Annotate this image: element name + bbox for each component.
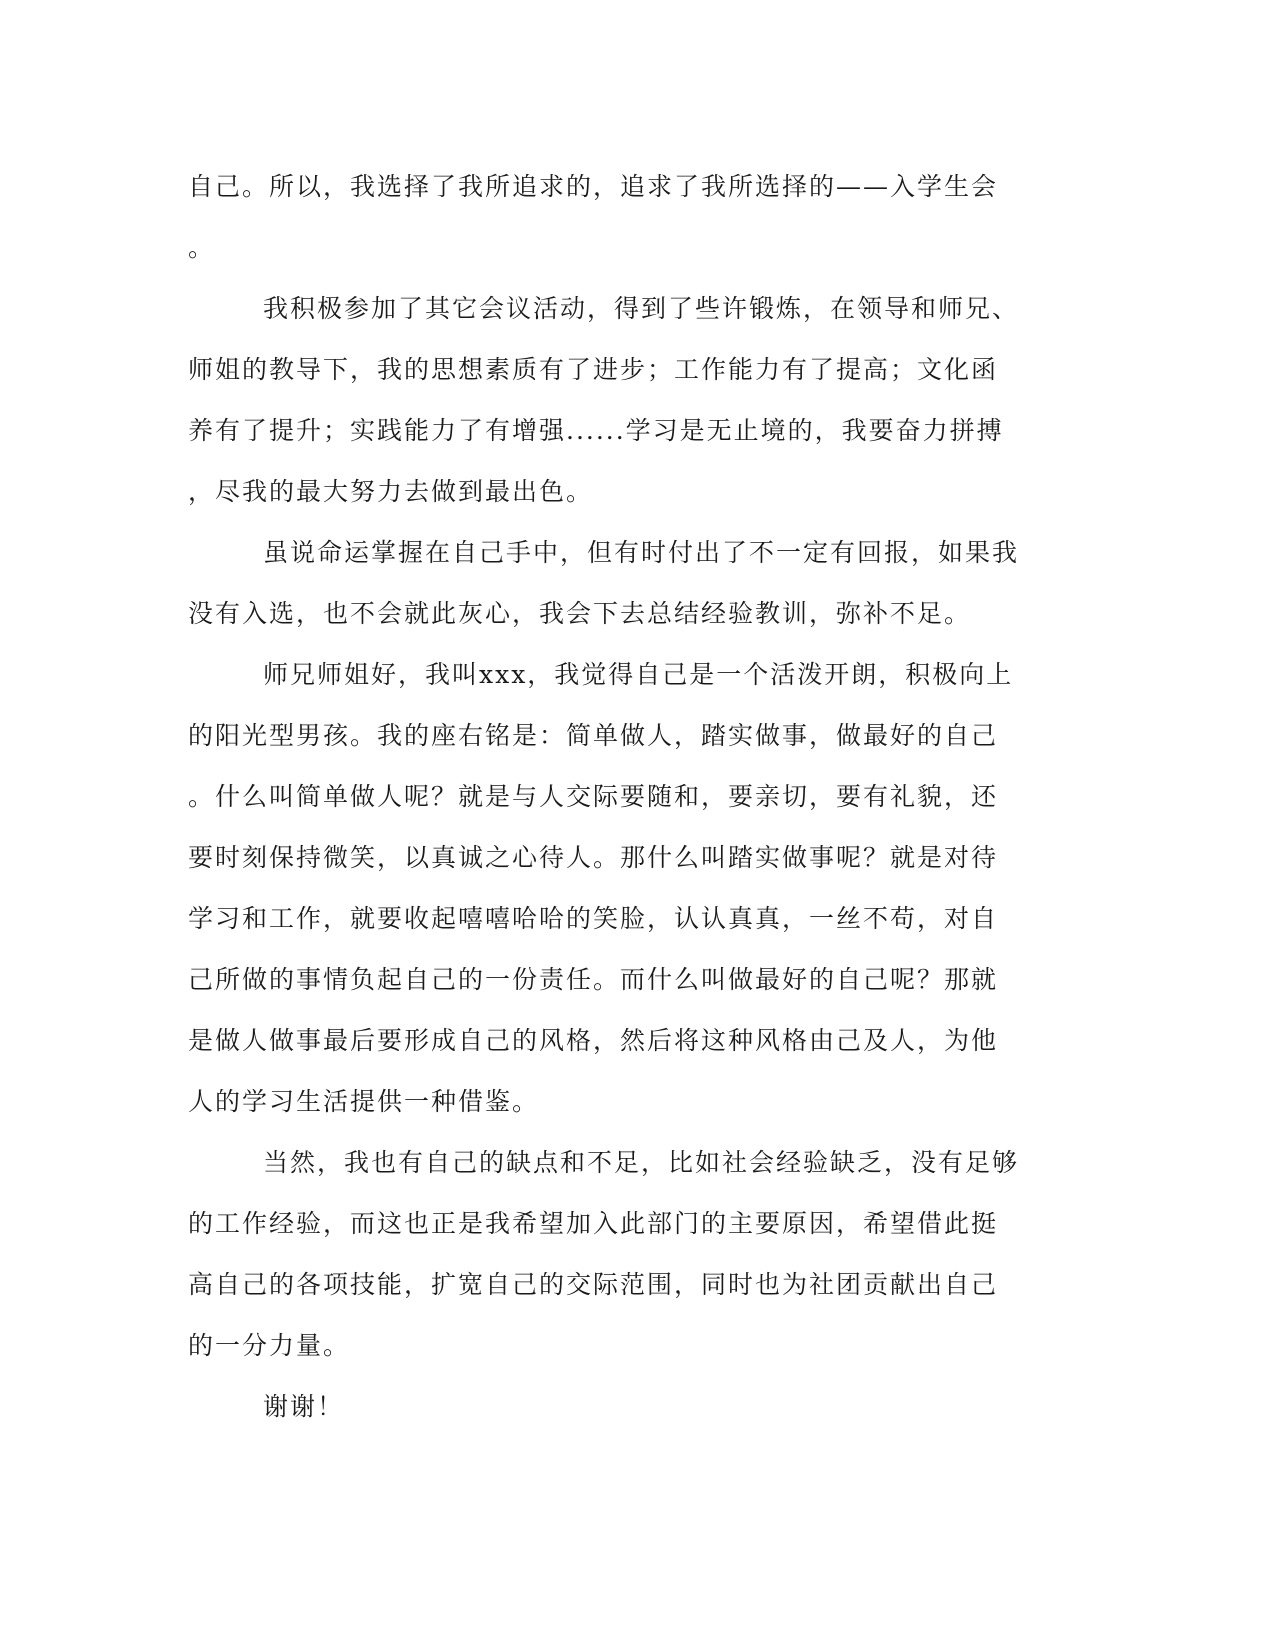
text-line: 学习和工作，就要收起嘻嘻哈哈的笑脸，认认真真，一丝不苟，对自: [188, 904, 999, 933]
text-line: 养有了提升；实践能力了有增强......学习是无止境的，我要奋力拼搏: [188, 416, 1004, 445]
text-line: 没有入选，也不会就此灰心，我会下去总结经验教训，弥补不足。: [188, 599, 972, 628]
closing-line: 谢谢！: [263, 1392, 345, 1421]
text-line: 的一分力量。: [188, 1331, 351, 1360]
text-line: 人的学习生活提供一种借鉴。: [188, 1087, 540, 1116]
text-line: 己所做的事情负起自己的一份责任。而什么叫做最好的自己呢？那就: [188, 965, 999, 994]
text-line: 自己。所以，我选择了我所追求的，追求了我所选择的——入学生会: [188, 172, 999, 201]
text-line: ，尽我的最大努力去做到最出色。: [188, 477, 594, 506]
text-line: 。什么叫简单做人呢？就是与人交际要随和，要亲切，要有礼貌，还: [188, 782, 999, 811]
text-line: 师姐的教导下，我的思想素质有了进步；工作能力有了提高；文化函: [188, 355, 999, 384]
text-line: 是做人做事最后要形成自己的风格，然后将这种风格由己及人，为他: [188, 1026, 999, 1055]
paragraph-start-line: 虽说命运掌握在自己手中，但有时付出了不一定有回报，如果我: [263, 538, 1020, 567]
paragraph-start-line: 当然，我也有自己的缺点和不足，比如社会经验缺乏，没有足够: [263, 1148, 1020, 1177]
text-line: 高自己的各项技能，扩宽自己的交际范围，同时也为社团贡献出自己: [188, 1270, 999, 1299]
document-body: [188, 156, 1068, 1437]
text-line: 。: [188, 233, 216, 262]
text-line: 的工作经验，而这也正是我希望加入此部门的主要原因，希望借此挺: [188, 1209, 999, 1238]
text-line: 的阳光型男孩。我的座右铭是：简单做人，踏实做事，做最好的自己: [188, 721, 999, 750]
paragraph-start-line: 师兄师姐好，我叫xxx，我觉得自己是一个活泼开朗，积极向上: [263, 660, 1014, 689]
paragraph-start-line: 我积极参加了其它会议活动，得到了些许锻炼，在领导和师兄、: [263, 294, 1020, 323]
text-line: 要时刻保持微笑，以真诚之心待人。那什么叫踏实做事呢？就是对待: [188, 843, 999, 872]
